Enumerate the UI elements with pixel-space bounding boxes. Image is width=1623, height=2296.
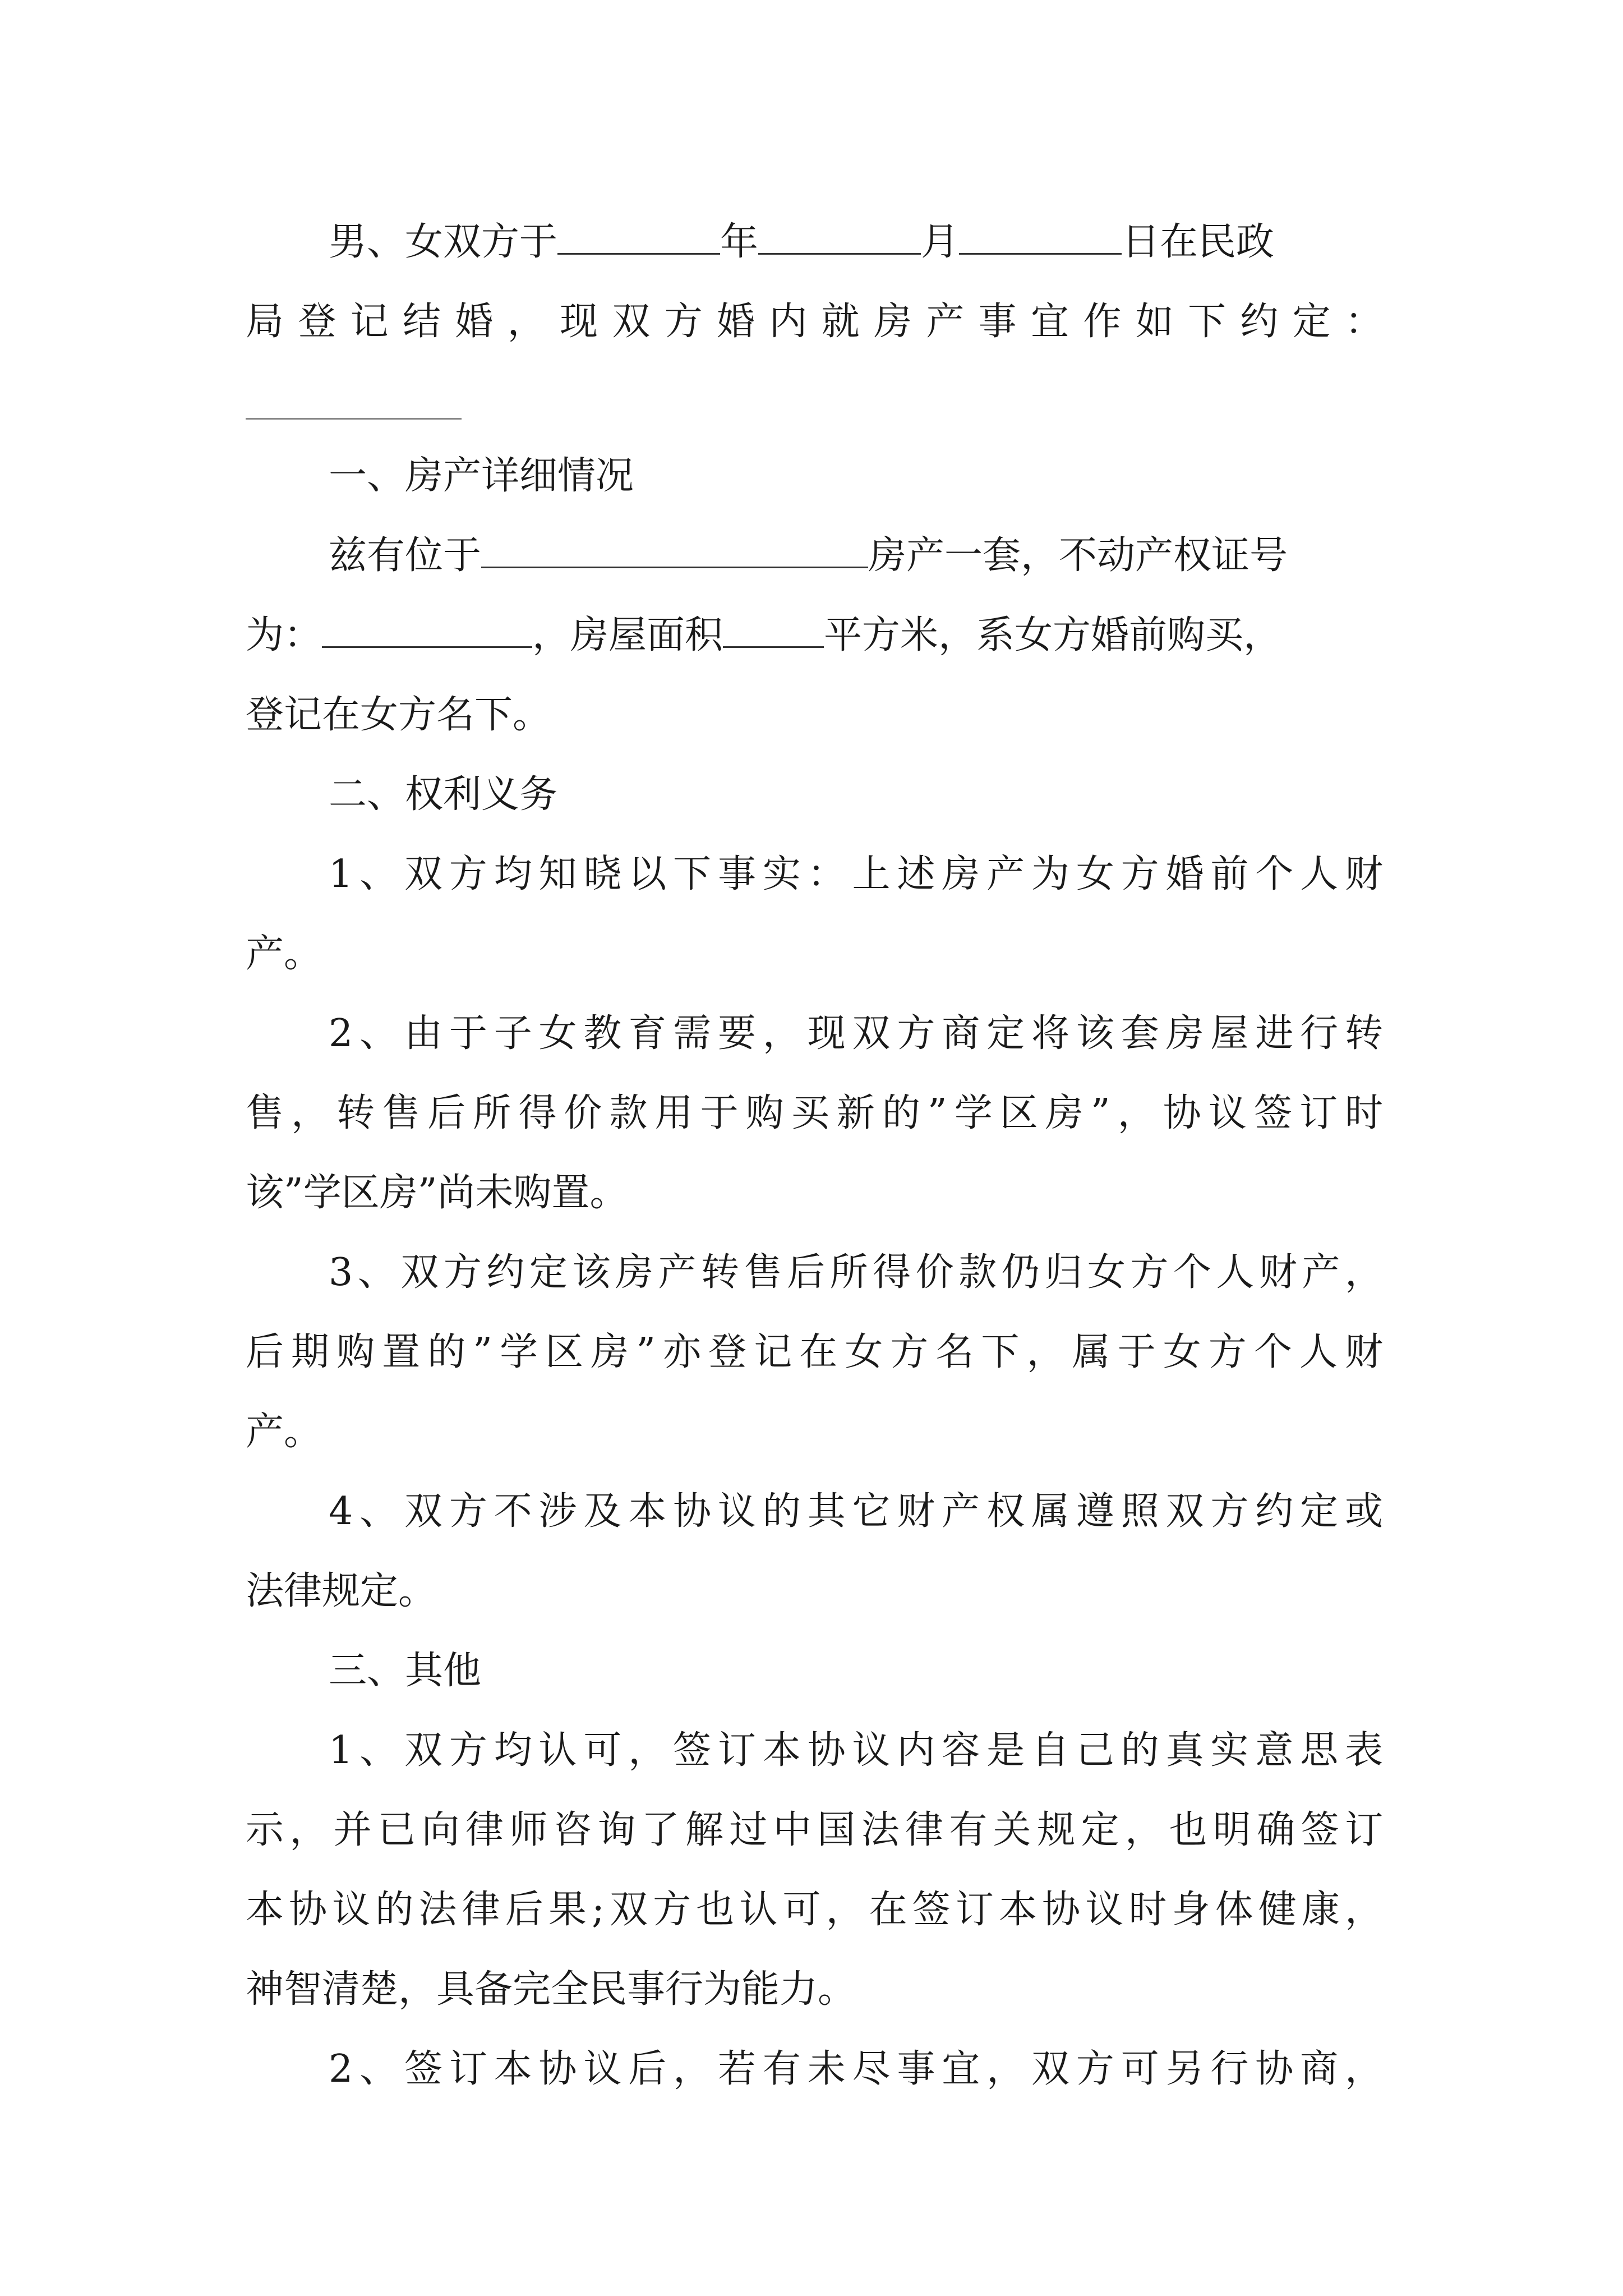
section1-text-c: 为： bbox=[246, 613, 322, 657]
section2-item2-line-3: 该”学区房”尚未购置。 bbox=[246, 1171, 628, 1215]
section3-item1-line-4: 神智清楚，具备完全民事行为能力。 bbox=[246, 1967, 856, 2012]
section1-para-line-1 bbox=[329, 516, 1288, 596]
section2-item2-line-2: 售，转售后所得价款用于购买新的”学区房”，协议签订时 bbox=[246, 1091, 1383, 1135]
section1-text-d: ，房屋面积 bbox=[532, 613, 723, 657]
section3-heading: 三、其他 bbox=[329, 1649, 482, 1693]
year-blank bbox=[557, 213, 720, 255]
divider-line bbox=[246, 418, 462, 420]
intro-text-1: 男、女双方于 bbox=[329, 220, 558, 264]
section1-text-b: 房产一套，不动产权证号 bbox=[868, 533, 1288, 578]
section2-item3-line-3: 产。 bbox=[246, 1410, 322, 1454]
section3-item1-line-2: 示，并已向律师咨询了解过中国法律有关规定，也明确签订 bbox=[246, 1808, 1383, 1852]
section2-item3-line-2: 后期购置的”学区房”亦登记在女方名下，属于女方个人财 bbox=[246, 1330, 1383, 1374]
section1-text-e: 平方米，系女方婚前购买， bbox=[824, 613, 1282, 657]
section3-item1-line-3: 本协议的法律后果;双方也认可，在签订本协议时身体健康， bbox=[246, 1888, 1383, 1932]
section1-text-a: 兹有位于 bbox=[329, 533, 482, 578]
intro-text-3: 月 bbox=[921, 220, 960, 264]
section2-heading: 二、权利义务 bbox=[329, 772, 558, 817]
location-blank bbox=[481, 526, 868, 568]
intro-text-2: 年 bbox=[720, 220, 759, 264]
section2-item1-line-2: 产。 bbox=[246, 932, 322, 976]
section1-para-line-2 bbox=[246, 596, 1281, 675]
section1-para-line-3: 登记在女方名下。 bbox=[246, 693, 551, 737]
month-blank bbox=[758, 213, 921, 255]
certificate-blank bbox=[322, 606, 532, 648]
section2-item4-line-1: 4、双方不涉及本协议的其它财产权属遵照双方约定或 bbox=[329, 1489, 1383, 1534]
area-blank bbox=[723, 606, 824, 648]
intro-line-1 bbox=[329, 203, 1274, 282]
intro-text-4: 日在民政 bbox=[1122, 220, 1275, 264]
section2-item1-line-1: 1、双方均知晓以下事实：上述房产为女方婚前个人财 bbox=[329, 852, 1383, 896]
section3-item2-line-1: 2、签订本协议后，若有未尽事宜，双方可另行协商， bbox=[329, 2047, 1383, 2091]
section2-item4-line-2: 法律规定。 bbox=[246, 1569, 437, 1613]
section1-heading: 一、房产详细情况 bbox=[329, 454, 634, 498]
section3-item1-line-1: 1、双方均认可，签订本协议内容是自己的真实意思表 bbox=[329, 1728, 1383, 1773]
day-blank bbox=[959, 213, 1122, 255]
section2-item2-line-1: 2、由于子女教育需要，现双方商定将该套房屋进行转 bbox=[329, 1011, 1383, 1056]
section2-item3-line-1: 3、双方约定该房产转售后所得价款仍归女方个人财产， bbox=[329, 1250, 1383, 1295]
intro-line-2: 局登记结婚，现双方婚内就房产事宜作如下约定： bbox=[246, 300, 1383, 344]
